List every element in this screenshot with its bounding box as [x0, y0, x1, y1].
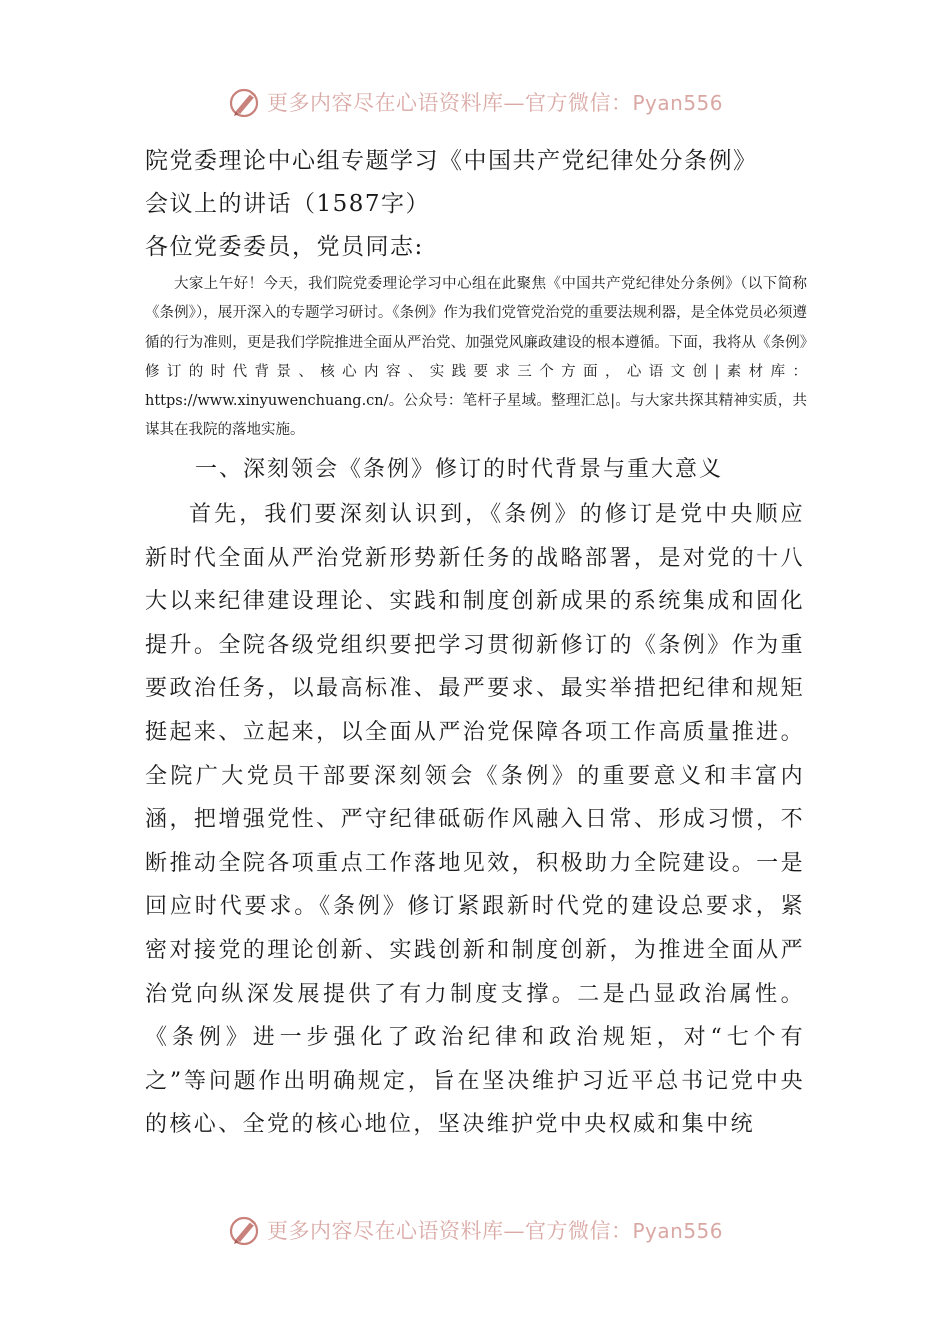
wechat-id: Pyan556: [632, 1219, 723, 1243]
banner-text: 更多内容尽在心语资料库—官方微信：Pyan556: [266, 1219, 723, 1243]
pen-logo-icon: [227, 84, 263, 120]
intro-paragraph: 大家上午好！今天，我们院党委理论学习中心组在此聚焦《中国共产党纪律处分条例》（以下简称《条例》），展开深入的专题学习研讨。《条例》作为我们党管党治党的重要法规利器，是全体党员必须遵循的行为准则，更是我们学院推进全面从严治党、加强党风廉政建设的根本遵循。下面，我将从《条例》修订的时代背景、核心内容、实践要求三个方面，心语文创|素材库：https://www.xinyuwenchuang.cn/。公众号：笔杆子星域。整理汇总|。与大家共探其精神实质，共谋其在我院的落地实施。: [145, 276, 807, 439]
document-title-line-1: 院党委理论中心组专题学习《中国共产党纪律处分条例》: [145, 148, 758, 174]
section-1-body: 首先，我们要深刻认识到，《条例》的修订是党中央顺应新时代全面从严治党新形势新任务的战略部署，是对党的十八大以来纪律建设理论、实践和制度创新成果的系统集成和固化提升。全院各级党组织要把学习贯彻新修订的《条例》作为重要政治任务，以最高标准、最严要求、最实举措把纪律和规矩挺起来、立起来，以全面从严治党保障各项工作高质量推进。全院广大党员干部要深刻领会《条例》的重要意义和丰富内涵，把增强党性、严守纪律砥砺作风融入日常、形成习惯，不断推动全院各项重点工作落地见效，积极助力全院建设。一是回应时代要求。《条例》修订紧跟新时代党的建设总要求，紧密对接党的理论创新、实践创新和制度创新，为推进全面从严治党向纵深发展提供了有力制度支撑。二是凸显政治属性。《条例》进一步强化了政治纪律和政治规矩，对“七个有之”等问题作出明确规定，旨在坚决维护习近平总书记党中央的核心、全党的核心地位，坚决维护党中央权威和集中统: [145, 502, 805, 1138]
footer-watermark-banner: [0, 1208, 950, 1252]
pen-logo-icon: [227, 1212, 263, 1248]
header-watermark-banner: [0, 80, 950, 124]
document-title-line-2: 会议上的讲话（1587字）: [145, 191, 431, 217]
salutation: 各位党委委员，党员同志:: [145, 234, 424, 260]
banner-text: 更多内容尽在心语资料库—官方微信：Pyan556: [266, 91, 723, 115]
wechat-id: Pyan556: [632, 91, 723, 115]
section-1-heading: 一、深刻领会《条例》修订的时代背景与重大意义: [195, 457, 724, 482]
